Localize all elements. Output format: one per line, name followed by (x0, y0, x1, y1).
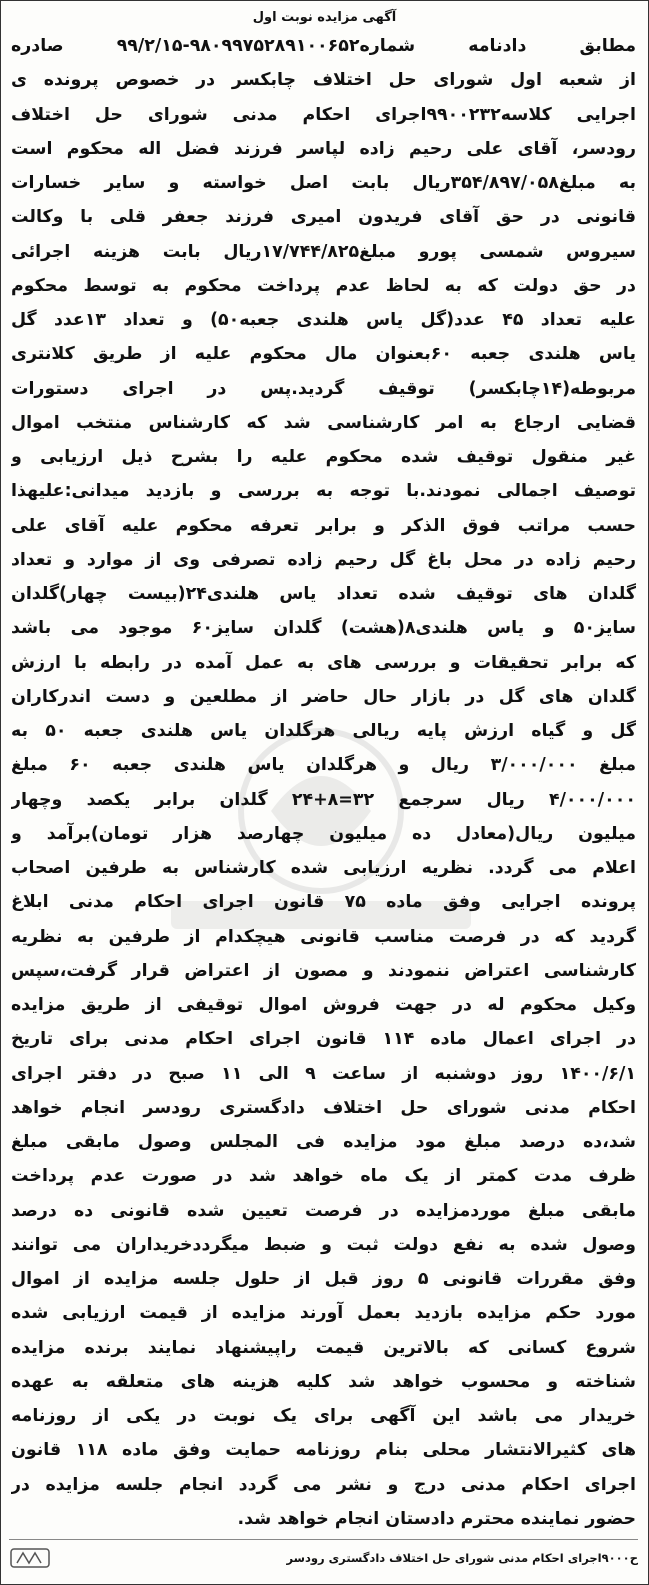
body-line: ظرف مدت کمتر از یک ماه خواهد شد در صورت عدم پرداخت (11, 1166, 636, 1187)
body-line: حسب مراتب فوق الذکر و برابر تعرفه محکوم علیه آقای علی (11, 515, 636, 536)
body-line: قانونی در حق آقای فریدون امیری فرزند جعفر قلی با وکالت (11, 207, 636, 228)
body-line: کارشناسی اعتراض ننمودند و مصون از اعتراض قرار گرفت،سپس (11, 960, 636, 981)
body-line: در حق دولت که به لحاظ عدم پرداخت محکوم به توسط محکوم (11, 275, 636, 296)
footer-signature: ح۹۰۰۰اجرای احکام مدنی شورای حل اختلاف دادگستری رودسر (286, 1551, 638, 1565)
body-line: میلیون ریال(معادل ده میلیون چهارصد هزار تومان)برآمد و (11, 823, 636, 844)
body-line: ۱۴۰۰/۶/۱ روز دوشنبه از ساعت ۹ الی ۱۱ صبح در دفتر اجرای (11, 1063, 636, 1084)
body-line: خریدار می باشد این آگهی برای یک نوبت در یکی از روزنامه (11, 1406, 636, 1426)
body-line: مربوطه(۱۴چابکسر) توقیف گردید.پس در اجرای دستورات (11, 378, 636, 399)
body-line: گردید که در فرصت مناسب قانونی هیچکدام از طرفین به نظریه (11, 926, 636, 947)
publisher-logo-icon (9, 1545, 51, 1571)
body-line: مطابق دادنامه شماره۹۸۰۹۹۷۵۲۸۹۱۰۰۶۵۲-۹۹/۲/۱۵ صادره (11, 36, 636, 56)
body-line: گلدان های گل در بازار حال حاضر از مطلعین و دست اندرکاران (11, 686, 636, 707)
body-line: وکیل محکوم له در جهت فروش اموال توقیفی از طریق مزایده (11, 995, 636, 1015)
body-line: گل و گیاه ارزش پایه ریالی هرگلدان یاس هلندی جعبه ۵۰ به (11, 721, 636, 741)
body-line: مورد حکم مزایده بازدید بعمل آورند مزایده از قیمت ارزیابی شده (11, 1303, 636, 1324)
body-line: که برابر تحقیقات و بررسی های به عمل آمده در رابطه با ارزش (11, 652, 636, 673)
body-line: رحیم زاده در محل باغ گل رحیم زاده تصرفی وی از موارد و تعداد (11, 549, 636, 570)
body-line: شروع کسانی که بالاترین قیمت راپیشنهاد نمایند برنده مزایده (11, 1337, 636, 1358)
body-line: علیه تعداد ۴۵ عدد(گل یاس هلندی جعبه۵۰) و تعداد ۱۳عدد گل (11, 310, 636, 330)
body-line: گلدان های توقیف شده تعداد یاس هلندی۲۴(بیست چهار)گلدان (11, 584, 636, 604)
body-line: رودسر، آقای علی رحیم زاده لپاسر فرزند فضل اله محکوم است (11, 138, 636, 159)
body-line: به مبلغ۳۵۴/۸۹۷/۰۵۸ریال بابت اصل خواسته و سایر خسارات (11, 173, 636, 193)
body-line: پرونده اجرایی وفق ماده ۷۵ قانون اجرای احکام مدنی ابلاغ (11, 892, 636, 913)
body-line: شناخته و محسوب خواهد شد کلیه هزینه های متعلقه به عهده (11, 1371, 636, 1392)
body-line: های کثیرالانتشار محلی بنام روزنامه حمایت وفق ماده ۱۱۸ قانون (11, 1440, 636, 1461)
body-line: سایز۵۰ و یاس هلندی۸(هشت) گلدان سایز۶۰ موجود می باشد (11, 618, 636, 639)
notice-footer (9, 1539, 638, 1576)
body-line: قضایی ارجاع به امر کارشناسی شد که کارشناس منتخب اموال (11, 412, 636, 433)
body-line: وصول شده به نفع دولت ثبت و ضبط میگرددخریداران می توانند (11, 1234, 636, 1255)
body-line: در اجرای اعمال ماده ۱۱۴ قانون اجرای احکام مدنی برای تاریخ (11, 1029, 636, 1050)
body-line: وفق مقررات قانونی ۵ روز قبل از حلول جلسه مزایده از اموال (11, 1269, 636, 1289)
body-line: اجرای احکام مدنی درج و نشر می گردد انجام جلسه مزایده در (11, 1474, 636, 1495)
body-line: احکام مدنی شورای حل اختلاف دادگستری رودسر انجام خواهد (11, 1097, 636, 1118)
body-line: شد،ده درصد مبلغ مود مزایده فی المجلس وصول مابقی مبلغ (11, 1132, 636, 1152)
notice-title: آگهی مزایده نوبت اول (252, 10, 397, 25)
body-line: مابقی مبلغ موردمزایده در فرصت تعیین شده قانونی ده درصد (11, 1200, 636, 1221)
body-line: مبلغ ۳/۰۰۰/۰۰۰ ریال و هرگلدان یاس هلندی جعبه ۶۰ مبلغ (11, 755, 636, 776)
notice-body (11, 29, 636, 1536)
body-line: ۴/۰۰۰/۰۰۰ ریال سرجمع ۳۲=۸+۲۴ گلدان برابر یکصد وچهار (11, 789, 636, 810)
body-line: سیروس شمسی پورو مبلغ۱۷/۷۴۴/۸۲۵ریال بابت هزینه اجرائی (11, 241, 636, 262)
body-line: حضور نماینده محترم دادستان انجام خواهد شد. (237, 1508, 636, 1529)
body-line: یاس هلندی جعبه ۶۰بعنوان مال محکوم علیه از طریق کلانتری (11, 344, 636, 365)
body-line: اعلام می گردد. نظریه ارزیابی شده کارشناس به طرفین اصحاب (11, 858, 636, 878)
body-line: از شعبه اول شورای حل اختلاف چابکسر در خصوص پرونده ی (11, 70, 636, 91)
body-line: اجرایی کلاسه۹۹۰۰۲۳۲اجرای احکام مدنی شورای حل اختلاف (11, 104, 636, 125)
body-line: توصیف اجمالی نمودند.با توجه به بررسی و بازدید میدانی:علیهذا (11, 481, 636, 502)
body-line: غیر منقول توقیف شده محکوم علیه را بشرح ذیل ارزیابی و (11, 447, 636, 467)
